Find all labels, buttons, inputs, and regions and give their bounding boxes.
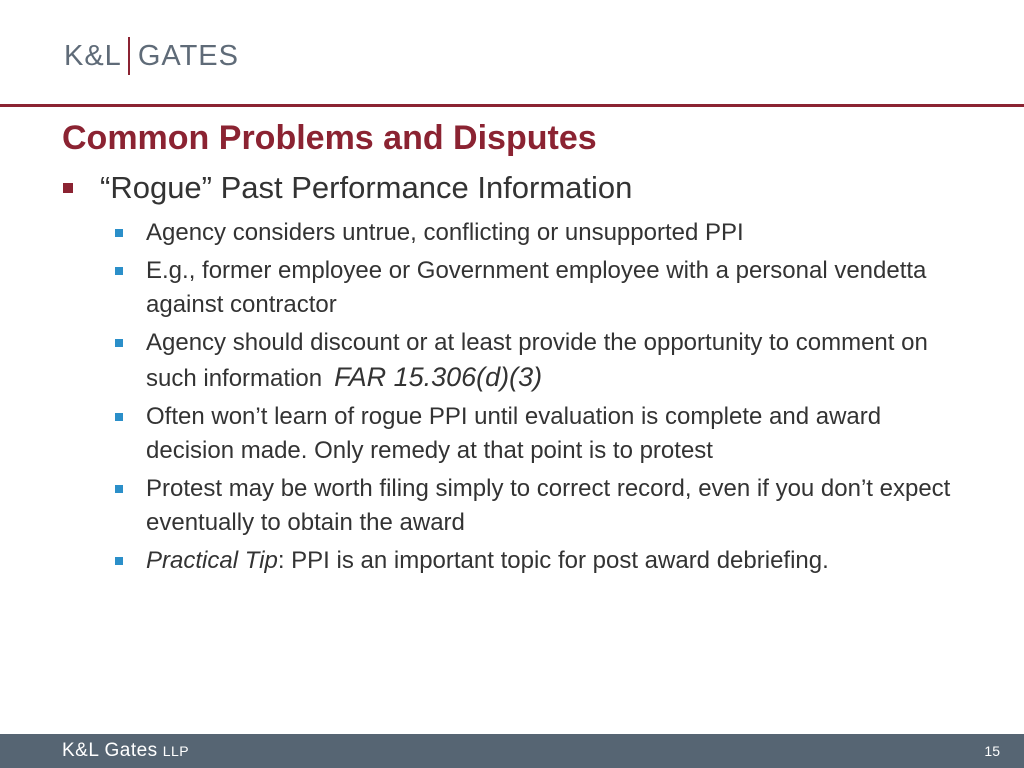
square-bullet-icon: [63, 183, 73, 193]
sub-bullet-text: Agency should discount or at least provide the opportunity to comment on such information: [146, 329, 928, 392]
page-number: 15: [984, 743, 1000, 759]
logo-left-text: K&L: [64, 39, 122, 72]
sub-bullet: [0, 254, 1024, 322]
footer-brand-name: K&L Gates: [62, 740, 158, 761]
bullet-list: [0, 168, 1024, 582]
sub-bullet: [0, 326, 1024, 396]
footer-brand-suffix: LLP: [162, 743, 190, 759]
square-bullet-icon: [115, 339, 123, 347]
slide-title: Common Problems and Disputes: [62, 119, 597, 157]
square-bullet-icon: [115, 557, 123, 565]
sub-bullet-text: Often won’t learn of rogue PPI until evaluation is complete and award decision made. Only remedy at that point is to protest: [146, 403, 882, 464]
sub-bullet: [0, 544, 1024, 578]
square-bullet-icon: [115, 229, 123, 237]
square-bullet-icon: [115, 413, 123, 421]
sub-bullet: [0, 400, 1024, 468]
sub-bullet-text: Agency considers untrue, conflicting or unsupported PPI: [146, 219, 744, 246]
square-bullet-icon: [115, 267, 123, 275]
logo-right-text: GATES: [137, 39, 239, 72]
header-rule: [0, 104, 1024, 107]
footer-bar: [0, 734, 1024, 768]
practical-tip-label: Practical Tip: [146, 547, 278, 574]
sub-bullet: [0, 216, 1024, 250]
sub-bullet-text: E.g., former employee or Government employee with a personal vendetta against contractor: [146, 257, 927, 318]
sub-bullet-text: Protest may be worth filing simply to correct record, even if you don’t expect eventually to obtain the award: [146, 475, 951, 536]
sub-bullet-text: : PPI is an important topic for post award debriefing.: [277, 547, 829, 574]
sub-bullet: [0, 472, 1024, 540]
logo-divider: [128, 37, 130, 75]
main-bullet: [0, 168, 1024, 208]
main-bullet-text: “Rogue” Past Performance Information: [100, 170, 633, 205]
far-citation: FAR 15.306(d)(3): [334, 362, 543, 392]
square-bullet-icon: [115, 485, 123, 493]
footer-brand: [62, 740, 189, 762]
kl-gates-logo: [64, 38, 239, 74]
